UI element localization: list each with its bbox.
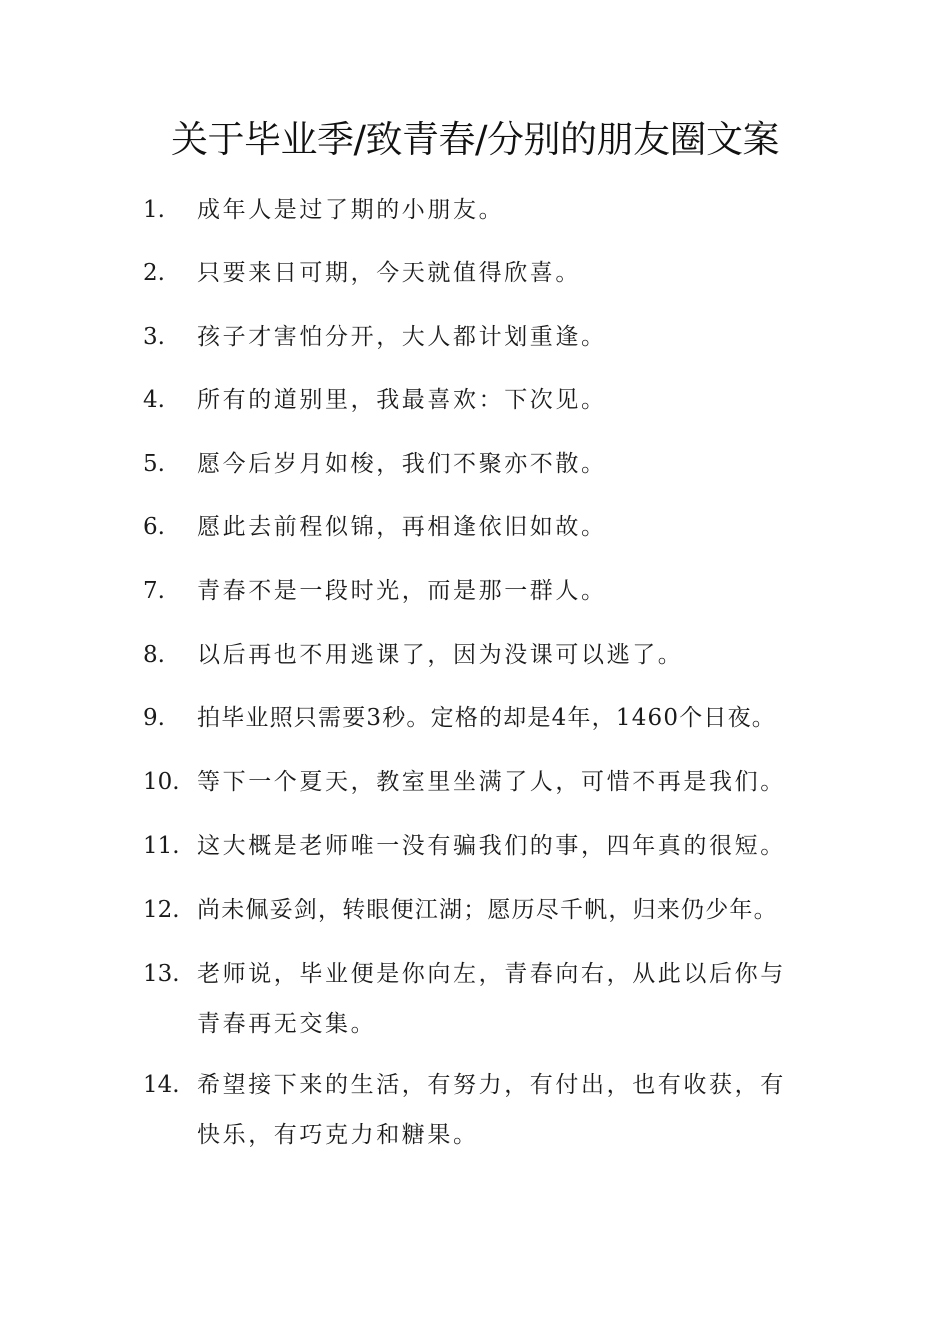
item-number: 1. [143, 197, 165, 223]
item-number: 11. [143, 833, 180, 859]
item-text: 以后再也不用逃课了，因为没课可以逃了。 [197, 642, 684, 668]
list-item [143, 185, 823, 235]
item-number: 14. [143, 1072, 180, 1098]
item-text: 希望接下来的生活，有努力，有付出，也有收获，有快乐，有巧克力和糖果。 [197, 1072, 786, 1148]
list-item [143, 885, 823, 935]
item-number: 7. [143, 578, 165, 604]
item-number: 9. [143, 705, 165, 731]
item-text: 成年人是过了期的小朋友。 [197, 197, 505, 223]
list-item [143, 693, 823, 743]
page-title: 关于毕业季/致青春/分别的朋友圈文案 [171, 118, 779, 161]
list-item [143, 312, 823, 362]
item-number: 13. [143, 961, 180, 987]
item-text: 所有的道别里，我最喜欢：下次见。 [197, 387, 607, 413]
list-item [143, 630, 823, 680]
list-item [143, 821, 823, 871]
list-item [143, 1060, 793, 1160]
item-text: 青春不是一段时光，而是那一群人。 [197, 578, 607, 604]
list-item [143, 439, 823, 489]
list-item [143, 566, 823, 616]
item-number: 6. [143, 514, 165, 540]
item-number: 5. [143, 451, 165, 477]
list-item [143, 757, 823, 807]
item-number: 4. [143, 387, 165, 413]
list-item [143, 949, 793, 1049]
item-text: 只要来日可期，今天就值得欣喜。 [197, 260, 581, 286]
item-text: 这大概是老师唯一没有骗我们的事，四年真的很短。 [197, 833, 786, 859]
item-text: 尚未佩妥剑，转眼便江湖；愿历尽千帆，归来仍少年。 [197, 897, 778, 923]
list-item [143, 375, 823, 425]
item-text: 孩子才害怕分开，大人都计划重逢。 [197, 324, 607, 350]
item-text: 老师说，毕业便是你向左，青春向右，从此以后你与青春再无交集。 [197, 961, 786, 1037]
item-number: 10. [143, 769, 180, 795]
item-text: 拍毕业照只需要3秒。定格的却是4年，1460个日夜。 [197, 705, 776, 731]
item-number: 2. [143, 260, 165, 286]
item-number: 8. [143, 642, 165, 668]
item-text: 等下一个夏天，教室里坐满了人，可惜不再是我们。 [197, 769, 786, 795]
list-item [143, 248, 823, 298]
item-number: 3. [143, 324, 165, 350]
list-item [143, 502, 823, 552]
item-text: 愿今后岁月如梭，我们不聚亦不散。 [197, 451, 607, 477]
item-text: 愿此去前程似锦，再相逢依旧如故。 [197, 514, 607, 540]
item-number: 12. [143, 897, 180, 923]
